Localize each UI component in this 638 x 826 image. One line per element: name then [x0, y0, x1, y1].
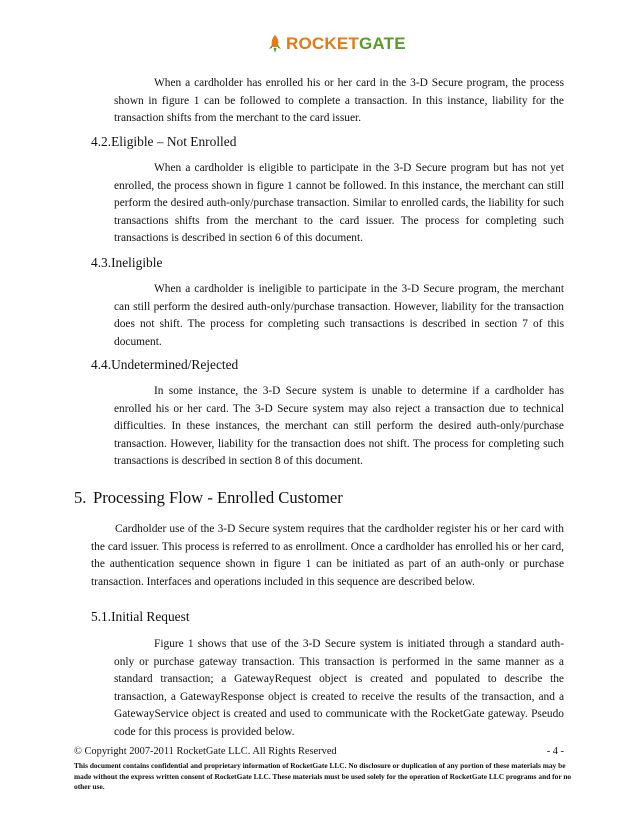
- heading-4-2: 4.2.Eligible – Not Enrolled: [91, 134, 237, 149]
- heading-4-3: 4.3.Ineligible: [91, 255, 163, 270]
- heading-4-4: 4.4.Undetermined/Rejected: [91, 357, 239, 372]
- rocket-icon: [267, 34, 283, 54]
- heading-5-1: 5.1.Initial Request: [91, 609, 190, 624]
- page-number: - 4 -: [546, 746, 564, 757]
- footer-notice: This document contains confidential and proprietary information of RocketGate LLC. No disclosure or duplication of any portion of these materials may be made without the express written consent of RocketGate LLC. These materials must be used solely for the operation of RocketGate LLC programs and for no other use.: [74, 761, 572, 791]
- logo-text-rocket: ROCKET: [286, 34, 359, 53]
- logo-text-gate: GATE: [358, 34, 406, 53]
- paragraph-enrolled: When a cardholder has enrolled his or her card in the 3-D Secure program, the process shown in figure 1 can be followed to complete a transaction. In this instance, liability for the transaction shifts from the merchant to the card issuer.: [114, 77, 564, 124]
- paragraph-4-2: When a cardholder is eligible to participate in the 3-D Secure program but has not yet enrolled, the process shown in figure 1 cannot be followed. In this instance, the merchant can still perform the desired auth-only/purchase transaction. Similar to enrolled cards, the liability for such transactions shifts from the merchant to the card issuer. The process for completing such transactions is described in section 6 of this document.: [114, 162, 564, 244]
- rocketgate-logo: [267, 33, 406, 55]
- paragraph-5: Cardholder use of the 3-D Secure system requires that the cardholder register his or her card with the card issuer. This process is referred to as enrollment. Once a cardholder has enrolled his or her card, the authentication sequence shown in figure 1 can be initiated as part of an auth-only or purchase transaction. Interfaces and operations included in this sequence are described below.: [91, 523, 564, 588]
- heading-section-5: 5. Processing Flow - Enrolled Customer: [74, 488, 343, 507]
- footer-copyright: © Copyright 2007-2011 RocketGate LLC. All Rights Reserved: [74, 746, 337, 757]
- paragraph-4-3: When a cardholder is ineligible to participate in the 3-D Secure program, the merchant can still perform the desired auth-only/purchase transaction. However, liability for the transaction does not shift. The process for completing such transactions is described in section 7 of this document.: [114, 283, 564, 348]
- paragraph-5-1: Figure 1 shows that use of the 3-D Secure system is initiated through a standard auth-only or purchase gateway transaction. This transaction is performed in the same manner as a standard transaction; a GatewayRequest object is created and populated to describe the transaction, a GatewayResponse object is created to receive the results of the transaction, and a GatewayService object is created and used to communicate with the RocketGate gateway. Pseudo code for this process is provided below.: [114, 638, 564, 738]
- footer-copyright-row: [74, 746, 564, 757]
- paragraph-4-4: In some instance, the 3-D Secure system is unable to determine if a cardholder has enrolled his or her card. The 3-D Secure system may also reject a transaction due to technical difficulties. In these instances, the merchant can still perform the desired auth-only/purchase transaction. However, liability for the transaction does not shift. The process for completing such transactions is described in section 8 of this document.: [114, 385, 564, 467]
